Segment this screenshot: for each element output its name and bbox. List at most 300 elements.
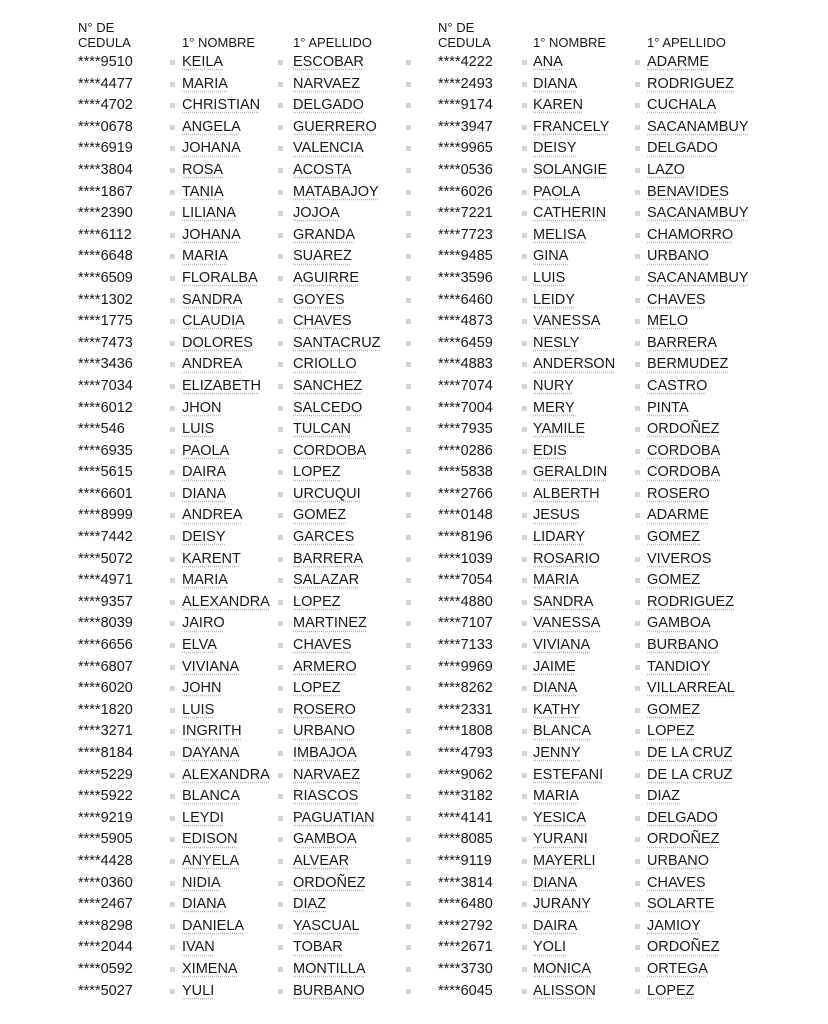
nombre-cell: IVAN [182,939,215,956]
cell-marker [170,103,175,108]
cedula-cell: ****3804 [78,161,133,178]
nombre-cell: LUIS [533,269,566,286]
left-table-header [78,14,408,52]
cell-marker [522,859,527,864]
cedula-cell: ****7442 [78,529,133,546]
apellido-cell: VILLARREAL [647,680,735,697]
table-row [438,808,808,830]
cell-marker [635,103,640,108]
cell-marker [170,924,175,929]
cell-marker [406,945,411,950]
cedula-cell: ****5072 [78,550,133,567]
nombre-cell: DIANA [533,75,578,92]
table-row [78,52,408,74]
cell-marker [635,254,640,259]
cell-marker [406,146,411,151]
cedula-cell: ****9510 [78,54,133,70]
cell-marker [406,168,411,173]
nombre-cell: CATHERIN [533,205,607,222]
cell-marker [278,276,283,281]
cedula-cell: ****9969 [438,658,493,675]
cell-marker [635,82,640,87]
cell-marker [635,967,640,972]
apellido-cell: CUCHALA [647,97,717,114]
cell-marker [406,319,411,324]
cedula-cell: ****7004 [438,399,493,416]
cell-marker [170,82,175,87]
nombre-cell: YESICA [533,809,587,826]
nombre-cell: MELISA [533,226,587,243]
cedula-cell: ****3596 [438,269,493,286]
cedula-cell: ****6807 [78,658,133,675]
header-nombre: 1° NOMBRE [533,35,607,50]
cell-marker [170,751,175,756]
cell-marker [635,751,640,756]
cell-marker [170,665,175,670]
table-row [78,765,408,787]
cell-marker [522,103,527,108]
nombre-cell: BLANCA [533,723,592,740]
cell-marker [635,578,640,583]
cell-marker [522,254,527,259]
cell-marker [522,708,527,713]
cedula-cell: ****546 [78,421,125,438]
table-row [438,311,808,333]
nombre-cell: ALISSON [533,982,596,999]
cell-marker [406,470,411,475]
cedula-cell: ****6026 [438,183,493,200]
cell-marker [278,211,283,216]
table-row [78,743,408,765]
apellido-cell: DELGADO [647,140,718,157]
cell-marker [278,125,283,130]
header-cedula [438,20,491,50]
table-row [438,786,808,808]
apellido-cell: MARTINEZ [293,615,367,632]
apellido-cell: LOPEZ [293,464,341,481]
cell-marker [522,211,527,216]
cedula-cell: ****0286 [438,442,493,459]
table-row [438,613,808,635]
cell-marker [170,406,175,411]
apellido-cell: CORDOBA [293,442,367,459]
cedula-cell: ****2493 [438,75,493,92]
table-row [438,138,808,160]
cell-marker [170,816,175,821]
cell-marker [522,146,527,151]
apellido-cell: URBANO [647,248,710,265]
nombre-cell: EDIS [533,442,567,459]
table-row [438,549,808,571]
apellido-cell: DELGADO [647,809,718,826]
cell-marker [635,341,640,346]
cell-marker [406,276,411,281]
cell-marker [278,190,283,195]
apellido-cell: ARMERO [293,658,357,675]
cell-marker [278,254,283,259]
cell-marker [406,298,411,303]
nombre-cell: FLORALBA [182,269,258,286]
cell-marker [170,643,175,648]
cedula-cell: ****9965 [438,140,493,157]
apellido-cell: GAMBOA [293,831,357,848]
header-cedula-line1: N° DE [438,20,475,35]
table-row [438,74,808,96]
left-table-rows [78,52,408,1002]
left-table [78,14,408,1002]
cell-marker [522,60,527,65]
table-row [78,462,408,484]
cell-marker [170,708,175,713]
cell-marker [406,708,411,713]
cedula-cell: ****2671 [438,939,493,956]
apellido-cell: SANCHEZ [293,377,363,394]
cell-marker [406,967,411,972]
cell-marker [635,816,640,821]
cell-marker [406,341,411,346]
nombre-cell: ANDREA [182,507,243,524]
cell-marker [406,621,411,626]
cedula-cell: ****0678 [78,118,133,135]
cedula-cell: ****2792 [438,917,493,934]
nombre-cell: ANA [533,54,563,70]
cedula-cell: ****7133 [438,637,493,654]
apellido-cell: URCUQUI [293,485,361,502]
cell-marker [522,492,527,497]
nombre-cell: ELVA [182,637,217,654]
table-row [438,246,808,268]
cedula-cell: ****8196 [438,529,493,546]
right-table [438,14,808,1002]
cell-marker [635,449,640,454]
cell-marker [406,751,411,756]
apellido-cell: CRIOLLO [293,356,357,373]
cell-marker [170,881,175,886]
nombre-cell: SOLANGIE [533,161,608,178]
cell-marker [170,190,175,195]
table-row [438,182,808,204]
apellido-cell: ADARME [647,507,710,524]
nombre-cell: ANDREA [182,356,243,373]
table-row [78,657,408,679]
cell-marker [406,535,411,540]
cell-marker [170,535,175,540]
apellido-cell: SACANAMBUY [647,269,749,286]
table-row [78,894,408,916]
apellido-cell: DELGADO [293,97,364,114]
nombre-cell: MAYERLI [533,852,596,869]
table-row [78,851,408,873]
cell-marker [406,362,411,367]
nombre-cell: ANGELA [182,118,241,135]
cell-marker [406,600,411,605]
cell-marker [278,621,283,626]
apellido-cell: LOPEZ [647,982,695,999]
nombre-cell: KEILA [182,54,224,70]
nombre-cell: DEISY [533,140,577,157]
apellido-cell: ALVEAR [293,852,350,869]
cell-marker [170,319,175,324]
table-row [438,981,808,1003]
apellido-cell: ADARME [647,54,710,70]
apellido-cell: ORDOÑEZ [647,939,720,956]
cell-marker [406,816,411,821]
cell-marker [635,665,640,670]
cell-marker [522,794,527,799]
apellido-cell: SALAZAR [293,572,360,589]
right-table-header [438,14,808,52]
cell-marker [522,449,527,454]
cell-marker [170,557,175,562]
cedula-cell: ****2390 [78,205,133,222]
cell-marker [635,881,640,886]
cedula-cell: ****7221 [438,205,493,222]
cell-marker [522,686,527,691]
cedula-cell: ****2331 [438,701,493,718]
table-row [438,419,808,441]
cell-marker [170,578,175,583]
apellido-cell: TOBAR [293,939,343,956]
table-row [78,376,408,398]
cell-marker [406,773,411,778]
cedula-cell: ****9485 [438,248,493,265]
cell-marker [635,384,640,389]
nombre-cell: FRANCELY [533,118,610,135]
apellido-cell: GUERRERO [293,118,377,135]
cedula-cell: ****4141 [438,809,493,826]
table-row [78,117,408,139]
table-row [438,268,808,290]
apellido-cell: GOYES [293,291,345,308]
nombre-cell: VANESSA [533,313,601,330]
apellido-cell: ROSERO [293,701,356,718]
cell-marker [170,233,175,238]
cedula-cell: ****8298 [78,917,133,934]
cell-marker [170,60,175,65]
cell-marker [522,535,527,540]
cell-marker [635,924,640,929]
cell-marker [635,837,640,842]
cell-marker [170,427,175,432]
apellido-cell: CASTRO [647,377,708,394]
apellido-cell: BERMUDEZ [647,356,729,373]
nombre-cell: LILIANA [182,205,236,222]
cedula-cell: ****6648 [78,248,133,265]
apellido-cell: ESCOBAR [293,54,364,70]
table-row [438,592,808,614]
table-row [438,333,808,355]
cell-marker [278,470,283,475]
cell-marker [278,773,283,778]
apellido-cell: LOPEZ [293,680,341,697]
table-row [78,182,408,204]
apellido-cell: YASCUAL [293,917,360,934]
cell-marker [170,449,175,454]
cell-marker [406,60,411,65]
table-row [78,959,408,981]
apellido-cell: JOJOA [293,205,340,222]
nombre-cell: ROSARIO [533,550,600,567]
cell-marker [406,82,411,87]
cell-marker [170,362,175,367]
cell-marker [522,276,527,281]
table-row [438,570,808,592]
table-row [78,721,408,743]
nombre-cell: LEIDY [533,291,575,308]
nombre-cell: JESUS [533,507,580,524]
cedula-cell: ****8262 [438,680,493,697]
apellido-cell: MONTILLA [293,960,366,977]
table-row [78,311,408,333]
nombre-cell: ELIZABETH [182,377,261,394]
apellido-cell: LOPEZ [647,723,695,740]
cedula-cell: ****6012 [78,399,133,416]
apellido-cell: CHAVES [647,874,706,891]
table-row [78,246,408,268]
cell-marker [635,535,640,540]
apellido-cell: SACANAMBUY [647,205,749,222]
cell-marker [522,643,527,648]
nombre-cell: DAIRA [533,917,578,934]
cedula-cell: ****7723 [438,226,493,243]
table-row [438,376,808,398]
cedula-cell: ****0148 [438,507,493,524]
nombre-cell: GINA [533,248,569,265]
cedula-cell: ****7054 [438,572,493,589]
nombre-cell: YULI [182,982,215,999]
cedula-cell: ****8184 [78,745,133,761]
cell-marker [406,125,411,130]
table-row [78,592,408,614]
cell-marker [170,989,175,994]
table-row [438,873,808,895]
cell-marker [635,600,640,605]
cell-marker [522,945,527,950]
cedula-cell: ****3182 [438,788,493,805]
header-cedula-line1: N° DE [78,20,115,35]
cell-marker [635,211,640,216]
cedula-cell: ****4883 [438,356,493,373]
nombre-cell: MARIA [533,788,579,805]
cell-marker [522,319,527,324]
table-row [438,225,808,247]
table-row [78,613,408,635]
cell-marker [522,168,527,173]
cedula-cell: ****4428 [78,852,133,869]
apellido-cell: GOMEZ [647,701,701,718]
header-apellido: 1° APELLIDO [293,35,372,50]
cell-marker [406,989,411,994]
cell-marker [278,967,283,972]
cedula-cell: ****4222 [438,54,493,70]
header-cedula [78,20,131,50]
cell-marker [170,729,175,734]
cedula-cell: ****5615 [78,464,133,481]
table-row [438,657,808,679]
table-row [78,981,408,1003]
nombre-cell: CLAUDIA [182,313,245,330]
cell-marker [522,967,527,972]
apellido-cell: BURBANO [293,982,365,999]
apellido-cell: GAMBOA [647,615,711,632]
nombre-cell: YURANI [533,831,588,848]
cell-marker [278,406,283,411]
apellido-cell: MATABAJOY [293,183,379,200]
table-row [78,225,408,247]
cedula-cell: ****6935 [78,442,133,459]
cell-marker [170,254,175,259]
cell-marker [635,190,640,195]
nombre-cell: ALBERTH [533,485,600,502]
nombre-cell: ALEXANDRA [182,593,270,610]
apellido-cell: URBANO [647,852,710,869]
table-row [78,635,408,657]
right-table-rows [438,52,808,1002]
table-row [78,505,408,527]
nombre-cell: GERALDIN [533,464,608,481]
table-row [438,117,808,139]
apellido-cell: GOMEZ [647,529,701,546]
cell-marker [170,945,175,950]
cell-marker [170,125,175,130]
cedula-cell: ****4880 [438,593,493,610]
nombre-cell: DIANA [533,874,578,891]
cell-marker [278,837,283,842]
nombre-cell: CHRISTIAN [182,97,261,114]
cedula-cell: ****8999 [78,507,133,524]
cell-marker [170,773,175,778]
cell-marker [635,708,640,713]
cell-marker [522,125,527,130]
cell-marker [406,233,411,238]
cell-marker [278,60,283,65]
cell-marker [170,600,175,605]
cell-marker [278,686,283,691]
cedula-cell: ****1039 [438,550,493,567]
cell-marker [278,643,283,648]
nombre-cell: NURY [533,377,574,394]
cell-marker [522,298,527,303]
apellido-cell: ORDOÑEZ [293,874,366,891]
cell-marker [278,945,283,950]
cell-marker [522,190,527,195]
cell-marker [406,902,411,907]
apellido-cell: RODRIGUEZ [647,593,734,610]
cell-marker [522,362,527,367]
cell-marker [170,470,175,475]
cell-marker [635,945,640,950]
cell-marker [635,125,640,130]
nombre-cell: LEYDI [182,809,224,826]
table-row [438,937,808,959]
table-row [438,398,808,420]
apellido-cell: ROSERO [647,485,710,502]
cell-marker [278,751,283,756]
cell-marker [635,60,640,65]
cell-marker [278,665,283,670]
table-row [78,333,408,355]
table-row [438,527,808,549]
table-row [78,398,408,420]
cedula-cell: ****8085 [438,831,493,848]
cedula-cell: ****6112 [78,226,132,243]
apellido-cell: JAMIOY [647,917,701,934]
apellido-cell: DIAZ [647,788,681,805]
nombre-cell: DEISY [182,529,226,546]
cell-marker [278,146,283,151]
table-row [438,721,808,743]
apellido-cell: BURBANO [647,637,719,654]
